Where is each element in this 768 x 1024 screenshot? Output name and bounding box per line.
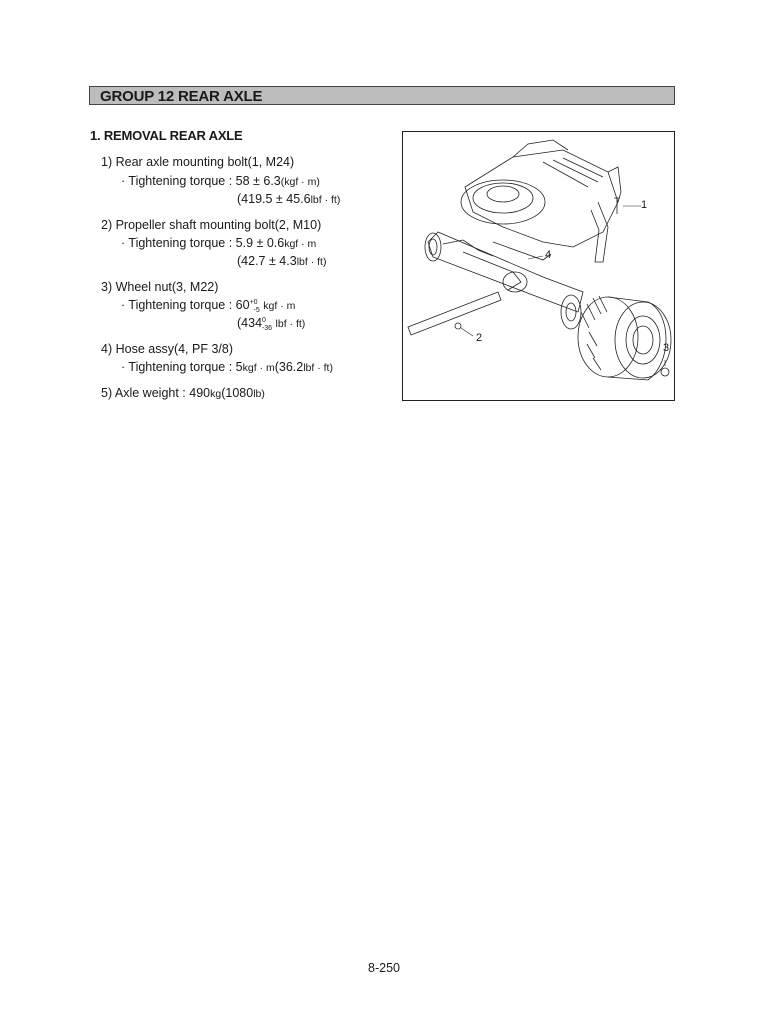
item-3-torque-tol-upper: +0 xyxy=(249,299,258,306)
item-2-alt xyxy=(237,253,326,270)
item-5-weight-unit: kg xyxy=(210,388,222,400)
wheel-nut-3 xyxy=(661,368,669,376)
callout-4: 4 xyxy=(545,249,552,261)
item-5-heading xyxy=(101,385,265,402)
hose-line-2 xyxy=(493,242,551,260)
item-1-torque-value: · Tightening torque : 58 ± 6.3 xyxy=(121,174,281,188)
item-2-torque-unit: kgf · m xyxy=(284,238,317,250)
item-2-torque xyxy=(121,235,316,252)
item-2-heading: 2) Propeller shaft mounting bolt(2, M10) xyxy=(101,218,322,232)
group-title: GROUP 12 REAR AXLE xyxy=(100,88,263,105)
item-1-alt xyxy=(237,191,340,208)
item-1-heading: 1) Rear axle mounting bolt(1, M24) xyxy=(101,155,295,169)
item-3-alt-value: (434 xyxy=(237,316,263,330)
item-1-torque-unit: (kgf · m) xyxy=(280,176,320,188)
turntable-hub xyxy=(487,186,519,202)
item-3-torque-value: · Tightening torque : 60 xyxy=(121,298,250,312)
tire-tread xyxy=(608,297,666,380)
item-1-alt-unit: lbf · ft) xyxy=(310,194,341,206)
tread-lugs xyxy=(581,296,607,370)
frame-outline xyxy=(465,150,618,247)
item-3-alt-unit: lbf · ft) xyxy=(275,318,306,330)
item-4-alt-unit: lbf · ft) xyxy=(303,362,333,374)
frame-bracket xyxy=(591,202,608,262)
rear-axle-diagram xyxy=(402,131,675,401)
item-5-weight-value: 5) Axle weight : 490 xyxy=(101,386,211,400)
bolt-2 xyxy=(455,323,461,329)
rim xyxy=(626,316,660,364)
turntable-inner xyxy=(473,183,533,213)
differential xyxy=(463,252,521,290)
frame-top-edge xyxy=(513,140,568,157)
item-3-alt-tol-upper: 0 xyxy=(262,317,266,324)
item-4-torque-value: · Tightening torque : 5 xyxy=(121,360,243,374)
item-4-torque xyxy=(121,359,333,376)
item-3-alt xyxy=(237,315,305,334)
group-title-bar xyxy=(89,86,675,105)
tire-face xyxy=(615,302,671,378)
left-hub-inner xyxy=(429,239,437,255)
item-3-torque xyxy=(121,297,295,316)
item-2-alt-value: (42.7 ± 4.3 xyxy=(237,254,297,268)
item-5-weight-alt-value: (1080 xyxy=(221,386,254,400)
item-3-alt-tol-lower: -36 xyxy=(261,325,273,332)
rim-center xyxy=(633,326,653,354)
axle-housing xyxy=(428,232,583,312)
frame-side-edge xyxy=(608,167,621,202)
item-4-alt-value: (36.2 xyxy=(274,360,304,374)
item-3-torque-unit: kgf · m xyxy=(263,300,296,312)
item-4-torque-unit: kgf · m xyxy=(242,362,275,374)
section-title: 1. REMOVAL REAR AXLE xyxy=(90,128,243,143)
callout-2: 2 xyxy=(476,332,483,344)
callout-1: 1 xyxy=(641,199,648,211)
item-2-alt-unit: lbf · ft) xyxy=(296,256,327,268)
callout-4-leader xyxy=(528,256,543,259)
item-5-weight-alt-unit: lb) xyxy=(253,388,265,400)
item-3-heading: 3) Wheel nut(3, M22) xyxy=(101,280,219,294)
item-3-torque-tol-lower: -5 xyxy=(253,307,260,314)
item-1-torque xyxy=(121,173,320,190)
propeller-shaft xyxy=(408,292,501,335)
rear-axle-illustration xyxy=(403,132,674,400)
page-number: 8-250 xyxy=(368,961,400,975)
callout-2-leader xyxy=(461,328,473,336)
bolt-1 xyxy=(614,198,620,214)
tire-back xyxy=(578,297,638,377)
item-1-alt-value: (419.5 ± 45.6 xyxy=(237,192,311,206)
right-hub-inner xyxy=(566,303,576,321)
callout-3: 3 xyxy=(663,342,670,354)
frame-ribs xyxy=(543,158,603,187)
item-2-torque-value: · Tightening torque : 5.9 ± 0.6 xyxy=(121,236,285,250)
item-4-heading: 4) Hose assy(4, PF 3/8) xyxy=(101,342,233,356)
